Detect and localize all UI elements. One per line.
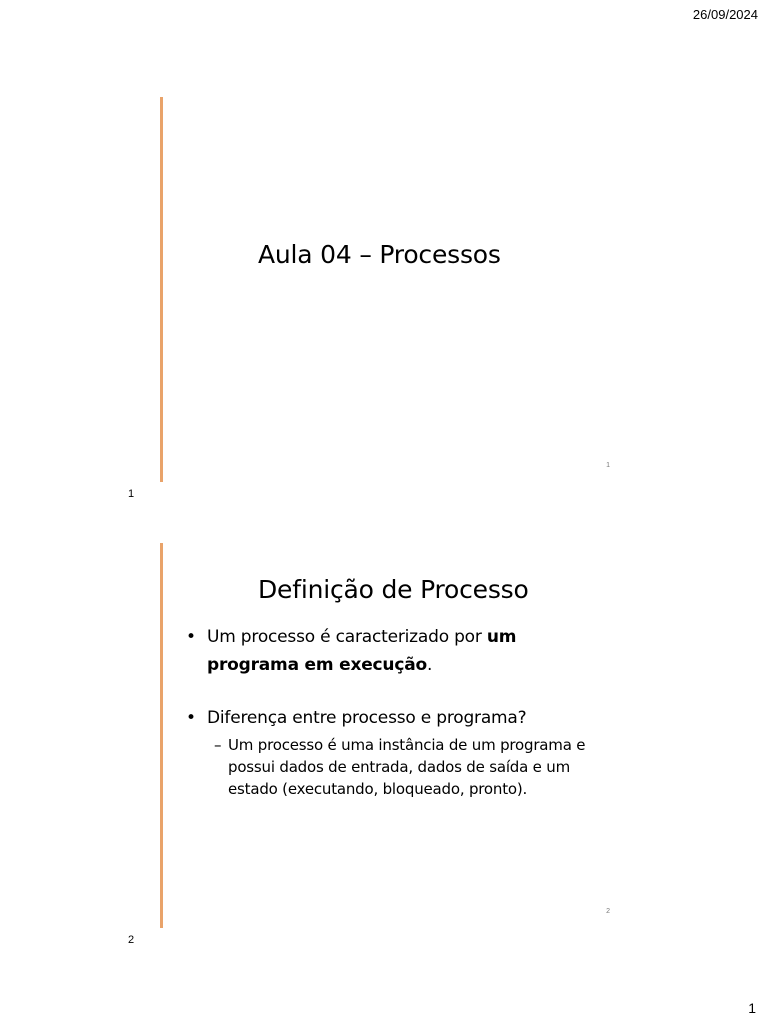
slide-inner-number: 1 xyxy=(606,462,610,469)
bullet-item xyxy=(186,704,611,732)
slide-2 xyxy=(160,543,620,928)
page-number: 1 xyxy=(748,1000,756,1016)
sub-bullet-marker: – xyxy=(214,736,222,754)
slide-inner-number: 2 xyxy=(606,908,610,915)
slide-outer-number: 2 xyxy=(128,934,135,946)
bullet-item xyxy=(186,623,611,679)
bullet-bold-text: um programa em execução xyxy=(207,627,517,675)
slide-accent-line xyxy=(160,97,163,482)
bullet-marker: • xyxy=(186,627,196,647)
slide-outer-number: 1 xyxy=(128,488,135,500)
slide-content xyxy=(186,623,611,800)
slide-1 xyxy=(160,97,620,482)
bullet-text: Diferença entre processo e programa? xyxy=(207,708,527,728)
bullet-marker: • xyxy=(186,708,196,728)
bullet-text: Um processo é caracterizado por xyxy=(207,627,487,647)
slide-title: Definição de Processo xyxy=(258,575,529,604)
sub-bullet-item xyxy=(186,734,611,800)
slide-title: Aula 04 – Processos xyxy=(258,240,501,269)
sub-bullet-text: Um processo é uma instância de um programa e possui dados de entrada, dados de saída e um estado (executando, bloqueado, pronto). xyxy=(228,736,586,798)
bullet-text-end: . xyxy=(426,655,433,675)
header-date: 26/09/2024 xyxy=(692,7,758,22)
slide-accent-line xyxy=(160,543,163,928)
